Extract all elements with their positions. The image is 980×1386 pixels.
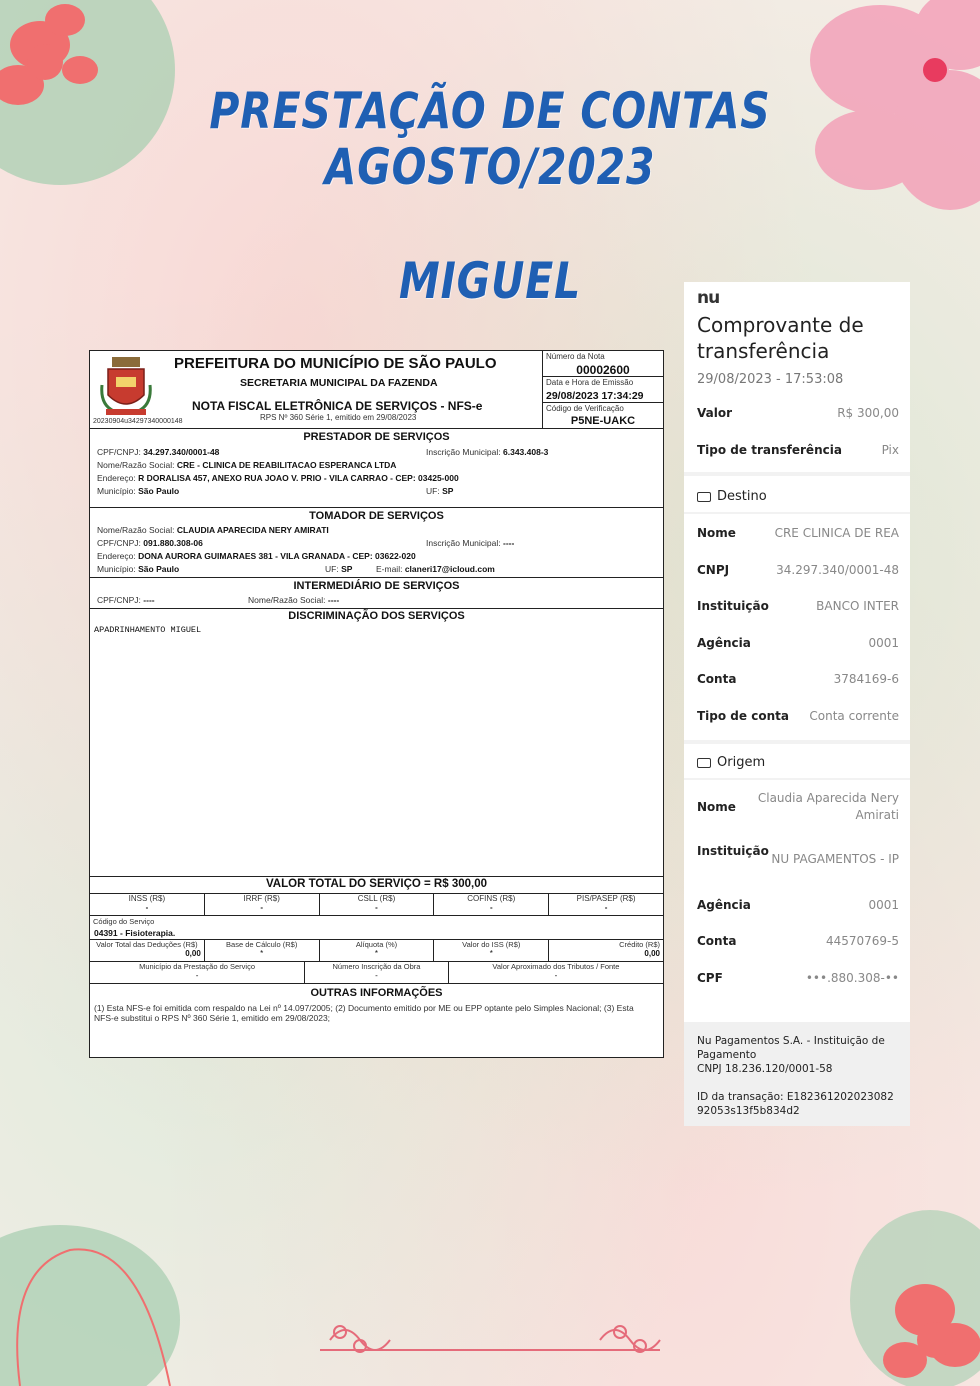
tomador-endereco-label: Endereço: — [97, 551, 136, 561]
origem-nome-label: Nome — [697, 800, 736, 814]
destino-key: CNPJ — [697, 563, 730, 577]
page-subtitle-name: MIGUEL — [398, 252, 582, 310]
prestador-cpf: 34.297.340/0001-48 — [143, 447, 220, 457]
numero-label: Número da Nota — [546, 352, 605, 361]
origem-inst-label: Instituição — [697, 844, 769, 858]
data-label: Data e Hora de Emissão — [546, 378, 634, 387]
origem-nome-row — [697, 790, 899, 824]
transfer-receipt — [684, 282, 910, 1126]
tomador-municipio: São Paulo — [138, 564, 180, 574]
nfse-document — [89, 350, 664, 1058]
extra-label: Número Inscrição da Obra — [332, 962, 421, 971]
destino-key: Agência — [697, 636, 751, 650]
page-title-line2: AGOSTO/2023 — [324, 138, 656, 196]
calculo-value: * — [260, 949, 264, 958]
calculo-base — [205, 940, 320, 961]
valor-total: VALOR TOTAL DO SERVIÇO = R$ 300,00 — [265, 878, 487, 890]
secretaria-title: SECRETARIA MUNICIPAL DA FAZENDA — [240, 377, 438, 389]
calculo-label: Valor do ISS (R$) — [462, 940, 521, 949]
calculo-value: 0,00 — [185, 949, 201, 958]
extra-value: - — [554, 971, 558, 980]
prestador-uf-label: UF: — [426, 486, 440, 496]
origem-header — [697, 755, 765, 770]
tributos-row — [90, 894, 663, 916]
tributo-inss — [90, 894, 205, 915]
calculo-value: * — [374, 949, 379, 958]
extra-info-row — [90, 962, 663, 984]
footer-transaction — [697, 1090, 897, 1118]
origem-nome: Claudia Aparecida Nery Amirati — [757, 791, 899, 822]
bank-transfer-icon — [697, 492, 711, 502]
origem-key: Agência — [697, 898, 751, 912]
discriminacao-title: DISCRIMINAÇÃO DOS SERVIÇOS — [288, 610, 465, 622]
destino-value: BANCO INTER — [816, 599, 899, 613]
tomador-inscricao-label: Inscrição Municipal: — [426, 538, 501, 548]
tomador-email: claneri17@icloud.com — [404, 564, 495, 574]
destino-key: Nome — [697, 526, 736, 540]
divider — [684, 778, 910, 780]
calculo-label: Valor Total das Deduções (R$) — [96, 940, 198, 949]
calculo-label: Alíquota (%) — [355, 940, 398, 949]
nfse-header — [90, 351, 663, 429]
codigo-servico-row — [90, 916, 663, 940]
tributo-value: - — [489, 903, 493, 912]
tomador-cpf: 091.880.308-06 — [143, 538, 203, 548]
intermediario-section — [90, 578, 663, 609]
destino-value: 34.297.340/0001-48 — [776, 563, 899, 577]
discriminacao-text: APADRINHAMENTO MIGUEL — [94, 625, 202, 635]
tomador-section — [90, 508, 663, 578]
nubank-logo: nu — [697, 288, 720, 308]
prestador-cpf-label: CPF/CNPJ: — [97, 447, 141, 457]
codigo-servico: 04391 - Fisioterapia. — [94, 928, 176, 938]
prestador-municipio-label: Município: — [97, 486, 136, 496]
calculo-credito — [549, 940, 663, 961]
intermediario-title: INTERMEDIÁRIO DE SERVIÇOS — [293, 580, 460, 592]
calculo-label: Crédito (R$) — [619, 940, 660, 949]
receipt-footer — [684, 1022, 910, 1126]
prestador-inscricao-label: Inscrição Municipal: — [426, 447, 501, 457]
origem-value: 0001 — [868, 898, 899, 912]
tipo-label: Tipo de transferência — [697, 443, 842, 457]
tomador-inscricao: ---- — [503, 538, 515, 548]
extra-tributos — [449, 962, 663, 983]
prestador-section — [90, 429, 663, 508]
tributo-irrf — [205, 894, 320, 915]
tributo-label: INSS (R$) — [128, 894, 166, 903]
tributo-value: - — [145, 903, 149, 912]
extra-municipio — [90, 962, 305, 983]
divider — [684, 472, 910, 476]
destino-title: Destino — [717, 489, 767, 504]
prestador-endereco-label: Endereço: — [97, 473, 136, 483]
origem-inst-row — [697, 843, 899, 877]
page-title-line1: PRESTAÇÃO DE CONTAS — [209, 82, 771, 140]
prestador-endereco: R DORALISA 457, ANEXO RUA JOAO V. PRIO - VILA CARRAO - CEP: 03425-000 — [138, 473, 459, 483]
prefeitura-title: PREFEITURA DO MUNICÍPIO DE SÃO PAULO — [174, 355, 497, 372]
outras-text: (1) Esta NFS-e foi emitida com respaldo na Lei nº 14.097/2005; (2) Documento emitido por ME ou EPP optante pelo Simples Nacional; (3) Esta NFS-e substitui o RPS Nº 360 Série 1, emitido em 29/08/2023; — [94, 1003, 634, 1023]
divider — [684, 512, 910, 514]
origem-value: •••.880.308-•• — [805, 971, 899, 985]
destino-value: Conta corrente — [809, 709, 899, 723]
outras-section — [90, 984, 663, 1056]
origem-inst: NU PAGAMENTOS - IP — [771, 852, 899, 866]
tributo-value: - — [260, 903, 264, 912]
destino-value: 3784169-6 — [833, 672, 899, 686]
extra-obra — [305, 962, 449, 983]
codigo-verificacao: P5NE-UAKC — [570, 415, 636, 427]
extra-label: Município da Prestação do Serviço — [139, 962, 256, 971]
tomador-nome: CLAUDIA APARECIDA NERY AMIRATI — [176, 525, 329, 535]
tributo-label: IRRF (R$) — [243, 894, 280, 903]
tributo-pis — [549, 894, 663, 915]
tipo-value: Pix — [881, 443, 899, 457]
intermediario-cpf-label: CPF/CNPJ: — [97, 595, 141, 605]
destino-key: Tipo de conta — [697, 709, 789, 723]
calculo-aliquota — [320, 940, 435, 961]
receipt-date: 29/08/2023 - 17:53:08 — [697, 372, 844, 387]
codigo-label: Código de Verificação — [546, 404, 624, 413]
origem-title: Origem — [717, 755, 766, 770]
city-coat-of-arms-icon — [100, 355, 152, 417]
tomador-uf-label: UF: — [325, 564, 339, 574]
calculo-label: Base de Cálculo (R$) — [226, 940, 298, 949]
calculo-deducoes — [90, 940, 205, 961]
outras-title: OUTRAS INFORMAÇÕES — [310, 987, 443, 999]
tributo-label: PIS/PASEP (R$) — [576, 894, 636, 903]
barcode-text: 20230904u34297340000148 — [93, 418, 183, 425]
tributo-value: - — [604, 903, 608, 912]
prestador-title: PRESTADOR DE SERVIÇOS — [303, 431, 450, 443]
rps-info: RPS Nº 360 Série 1, emitido em 29/08/2023 — [260, 413, 417, 422]
calculo-iss — [434, 940, 549, 961]
extra-label: Valor Aproximado dos Tributos / Fonte — [492, 962, 620, 971]
extra-value: - — [195, 971, 199, 980]
calculo-value: * — [489, 949, 493, 958]
tomador-title: TOMADOR DE SERVIÇOS — [309, 510, 444, 522]
tomador-endereco: DONA AURORA GUIMARAES 381 - VILA GRANADA - CEP: 03622-020 — [138, 551, 416, 561]
tributo-label: CSLL (R$) — [357, 894, 396, 903]
prestador-nome-label: Nome/Razão Social: — [97, 460, 175, 470]
intermediario-nome: ---- — [327, 595, 340, 605]
prestador-municipio: São Paulo — [138, 486, 180, 496]
destino-key: Conta — [697, 672, 737, 686]
destino-value: 0001 — [868, 636, 899, 650]
tomador-municipio-label: Município: — [97, 564, 136, 574]
calculo-value: 0,00 — [644, 949, 660, 958]
prestador-inscricao: 6.343.408-3 — [503, 447, 549, 457]
calculo-row — [90, 940, 663, 962]
tomador-cpf-label: CPF/CNPJ: — [97, 538, 141, 548]
footer-cnpj: CNPJ 18.236.120/0001-58 — [697, 1063, 833, 1075]
bank-transfer-icon — [697, 758, 711, 768]
origem-key: CPF — [697, 971, 723, 985]
footer-company: Nu Pagamentos S.A. - Instituição de Pagamento — [697, 1035, 885, 1061]
prestador-uf: SP — [442, 486, 454, 496]
nota-info-box — [542, 351, 663, 428]
tomador-email-label: E-mail: — [376, 564, 403, 574]
tomador-nome-label: Nome/Razão Social: — [97, 525, 175, 535]
destino-value: CRE CLINICA DE REA — [774, 526, 899, 540]
intermediario-cpf: ---- — [143, 595, 155, 605]
nfse-title: NOTA FISCAL ELETRÔNICA DE SERVIÇOS - NFS-e — [192, 399, 483, 413]
prestador-nome: CRE - CLINICA DE REABILITACAO ESPERANCA LTDA — [176, 460, 397, 470]
tributo-label: COFINS (R$) — [467, 894, 516, 903]
footer-id-label: ID da transação: — [697, 1091, 784, 1103]
valor-label: Valor — [697, 406, 733, 420]
tributo-csll — [320, 894, 435, 915]
valor-total-row — [90, 877, 663, 894]
valor-value: R$ 300,00 — [837, 406, 899, 420]
codigo-servico-label: Código do Serviço — [93, 917, 155, 926]
extra-value: - — [375, 971, 378, 980]
tributo-value: - — [375, 903, 378, 912]
destino-key: Instituição — [697, 599, 769, 613]
origem-value: 44570769-5 — [825, 934, 899, 948]
divider — [684, 740, 910, 744]
tributo-cofins — [434, 894, 549, 915]
numero-nota: 00002600 — [576, 363, 630, 377]
tomador-uf: SP — [341, 564, 353, 574]
data-emissao: 29/08/2023 17:34:29 — [546, 390, 644, 402]
intermediario-nome-label: Nome/Razão Social: — [248, 595, 326, 605]
receipt-title: Comprovante de transferência — [697, 313, 864, 363]
origem-key: Conta — [697, 934, 737, 948]
discriminacao-section — [90, 609, 663, 877]
destino-header — [697, 489, 767, 504]
footer-id: E18236120202308292053s13f5b834d2 — [697, 1091, 894, 1117]
